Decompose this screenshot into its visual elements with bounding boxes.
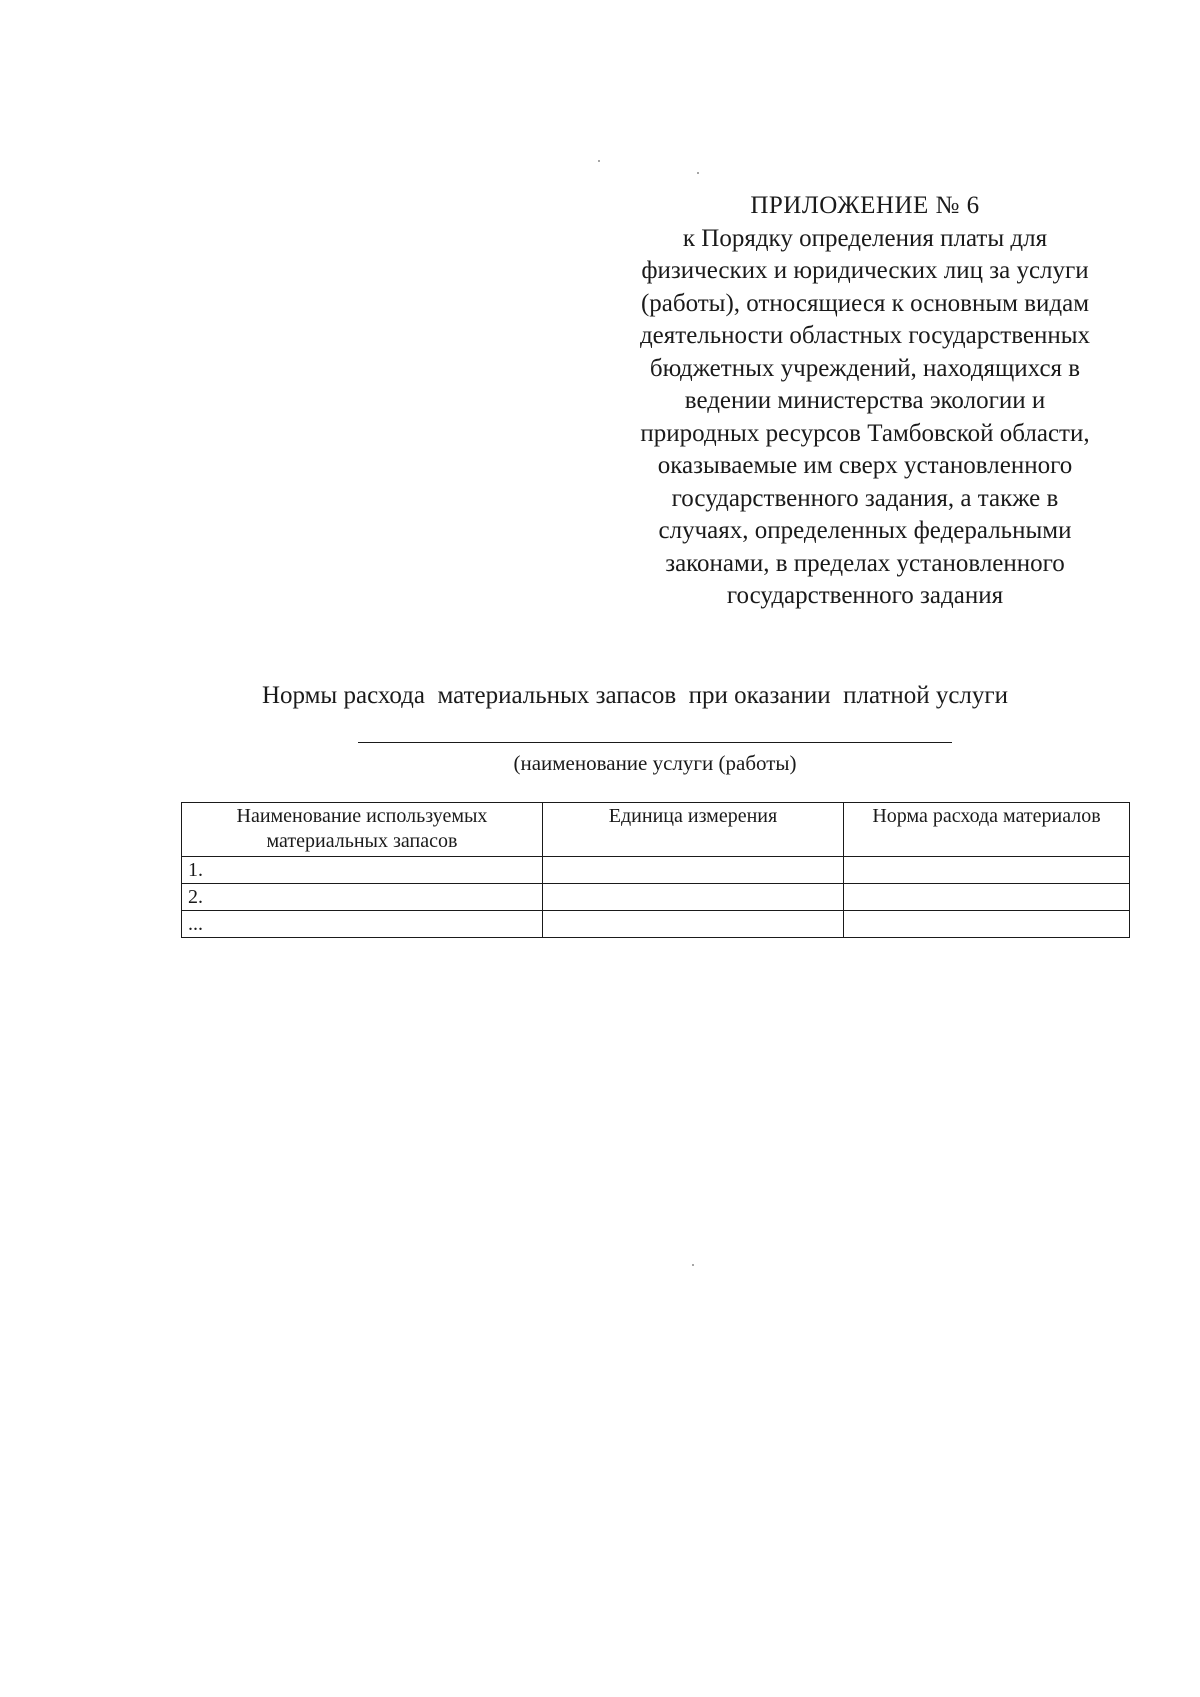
- row-number-cell: 1.: [182, 857, 543, 884]
- unit-cell: [542, 884, 843, 911]
- appendix-header: [600, 190, 1130, 613]
- header-materials-name: Наименование используемых материальных запасов: [182, 803, 543, 857]
- unit-cell: [542, 911, 843, 938]
- scan-speck: [598, 160, 600, 162]
- row-number-cell: ...: [182, 911, 543, 938]
- appendix-line: природных ресурсов Тамбовской области,: [640, 419, 1090, 447]
- table-row: [182, 911, 1130, 938]
- service-name-blank-line: [358, 742, 952, 743]
- appendix-line: ведении министерства экологии и: [684, 387, 1046, 414]
- appendix-line: бюджетных учреждений, находящихся в: [649, 354, 1081, 382]
- appendix-line: оказываемые им сверх установленного: [657, 452, 1073, 479]
- norm-cell: [844, 911, 1130, 938]
- scan-speck: [692, 1264, 694, 1266]
- row-number-cell: 2.: [182, 884, 543, 911]
- appendix-line: деятельности областных государственных: [639, 322, 1091, 349]
- norm-cell: [844, 884, 1130, 911]
- appendix-line: государственного задания, а также в: [671, 484, 1059, 512]
- norms-title: Нормы расхода материальных запасов при оказании платной услуги: [261, 682, 1009, 709]
- header-consumption-norm: Норма расхода материалов: [844, 803, 1130, 857]
- materials-norms-table: [181, 802, 1130, 938]
- table-row: [182, 884, 1130, 911]
- appendix-line: законами, в пределах установленного: [665, 549, 1065, 577]
- appendix-line: физических и юридических лиц за услуги: [641, 257, 1089, 284]
- scan-speck: [697, 172, 699, 174]
- appendix-line: к Порядку определения платы для: [682, 224, 1048, 252]
- appendix-title: ПРИЛОЖЕНИЕ № 6: [750, 192, 980, 219]
- appendix-line: случаях, определенных федеральными: [658, 517, 1072, 544]
- service-name-caption: (наименование услуги (работы): [513, 751, 797, 775]
- appendix-line: государственного задания: [726, 582, 1004, 609]
- unit-cell: [542, 857, 843, 884]
- norm-cell: [844, 857, 1130, 884]
- table-row: [182, 857, 1130, 884]
- table-header-row: [182, 803, 1130, 857]
- appendix-line: (работы), относящиеся к основным видам: [640, 289, 1090, 317]
- header-unit: Единица измерения: [542, 803, 843, 857]
